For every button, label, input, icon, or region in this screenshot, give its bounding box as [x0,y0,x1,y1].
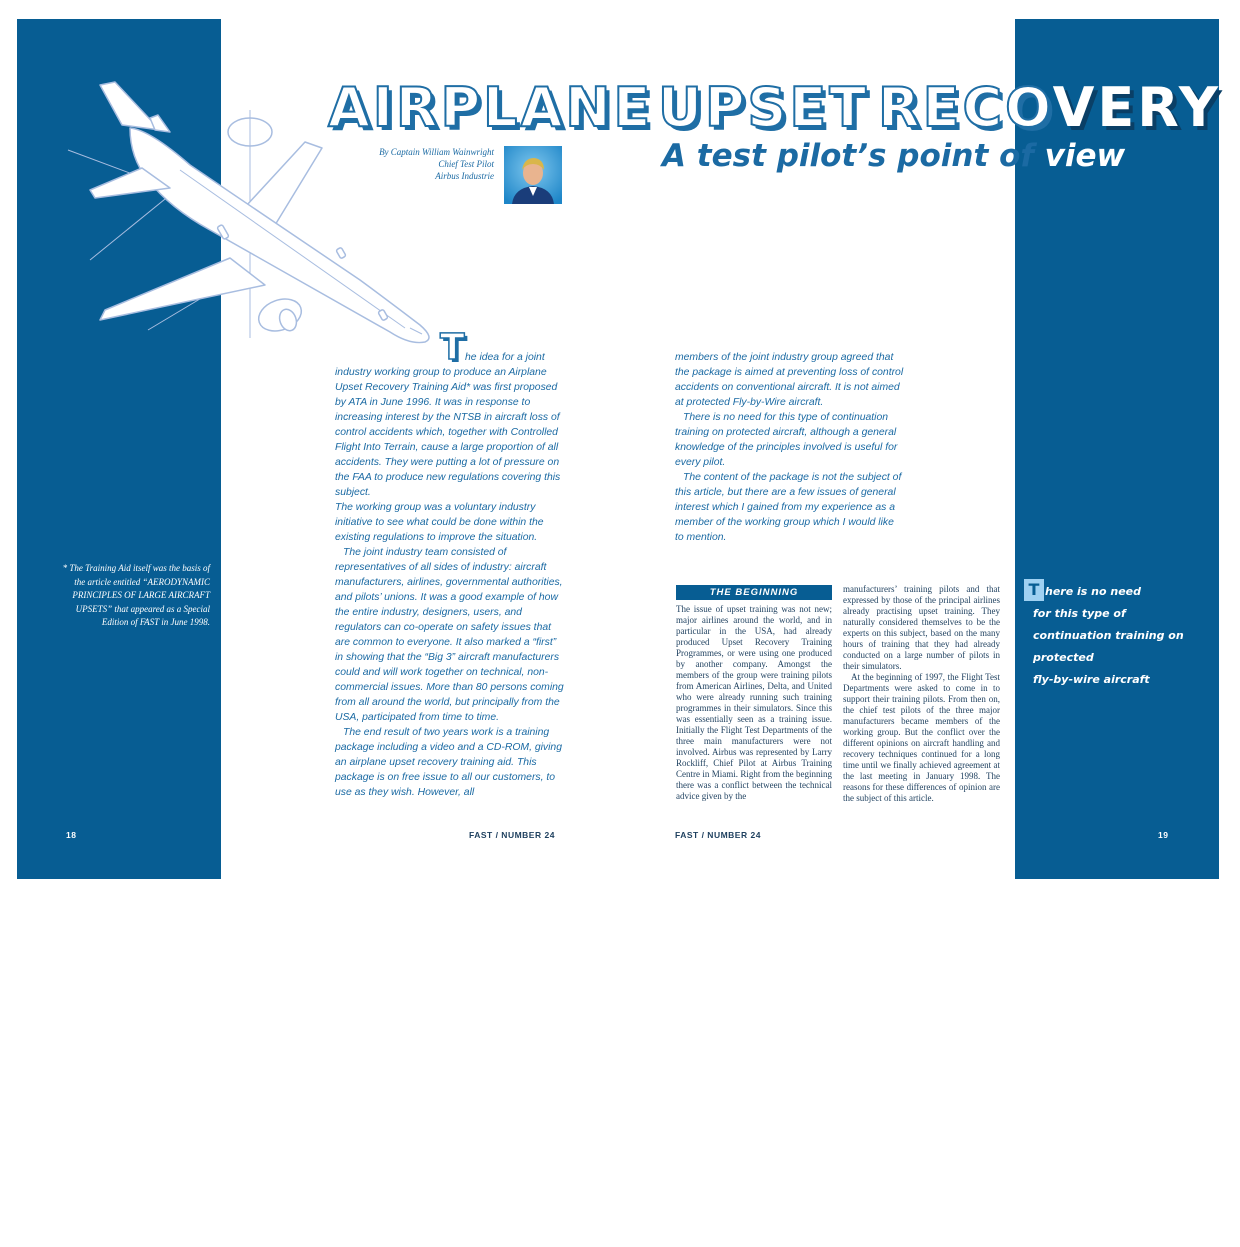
page-number-right: 19 [1158,830,1169,840]
col1-paragraph-3: The joint industry team consisted of representatives of all sides of industry: aircraft manufacturers, airlines, governmental authorities, and pilots’ unions. It was a good example of how the entire industry, designers, users, and regulators can co-operate on safety issues that are common to everyone. It also marked a “first” in showing that the “Big 3” aircraft manufacturers could and will work together on technical, non-commercial issues. More than 80 persons coming from all around the world, but principally from the USA, participated from time to time. [335,547,564,723]
col4-paragraph-2: At the beginning of 1997, the Flight Test Departments were asked to come in to support their training pilots. From then on, the chief test pilots of the three major manufacturers became members of the working group. But the conflict over the different opinions on aircraft handling and recovery techniques continued for a long time until we finally achieved agreement at the last meeting in January 1998. The reasons for these differences of opinion are the subject of this article. [843,672,1000,803]
subtitle-part-b: view [1044,138,1126,174]
subtitle [662,138,1125,174]
col2-paragraph-1: members of the joint industry group agreed that the package is aimed at preventing loss of control accidents on conventional aircraft. It is not aimed at protected Fly-by-Wire aircraft. [675,352,904,408]
article-column-3 [676,604,832,802]
title-recovery-part-a: RECO [878,76,1053,139]
pull-quote-line-4: protected [1033,651,1094,664]
pull-quote-line-5: fly-by-wire aircraft [1033,673,1150,686]
byline [330,146,494,182]
pull-quote-line-3: continuation training on [1033,629,1184,642]
magazine-footer-left: FAST / NUMBER 24 [469,830,555,840]
drop-cap: T [440,327,465,368]
pull-quote-line-1: here is no need [1045,585,1141,598]
col3-paragraph-1: The issue of upset training was not new; major airlines around the world, and in particular in the USA, had already produced Upset Recovery Training Programmes, or were using one produced by another company. Amongst the members of the group were training pilots from American Airlines, Delta, and United who were already running such training programmes in their simulators. Since this was essentially seen as a training issue. Initially the Flight Test Departments of the three main manufacturers were not involved. Airbus was represented by Larry Rockliff, Chief Pilot at Airbus Training Centre in Miami. Right from the beginning there was a conflict between the technical advice given by the [676,604,832,801]
title-word-upset: UPSET [658,76,870,139]
footnote-text: The Training Aid itself was the basis of the article entitled “AERODYNAMIC PRINCIPLES OF LARGE AIRCRAFT UPSETS” that appeared as a Special Edition of FAST in June 1998. [67,563,210,628]
title-word-airplane: AIRPLANE [328,76,654,139]
footnote [60,562,210,630]
col4-paragraph-1: manufacturers’ training pilots and that expressed by those of the principal airlines already practising upset training. They naturally considered themselves to be the experts on this subject, based on the many hours of training that they had already conducted on a large number of pilots in their simulators. [843,584,1000,671]
col1-paragraph-1: he idea for a joint industry working group to produce an Airplane Upset Recovery Training Aid* was first proposed by ATA in June 1996. It was in response to increasing interest by the NTSB in aircraft loss of control accidents which, together with Controlled Flight Into Terrain, cause a large proportion of all accidents. They were putting a lot of pressure on the FAA to produce new regulations covering this subject. [335,352,561,498]
byline-company: Airbus Industrie [435,171,494,181]
col2-paragraph-2: There is no need for this type of continuation training on protected aircraft, although a general knowledge of the principles involved is useful for every pilot. [675,412,898,468]
article-column-4 [843,584,1000,804]
subtitle-part-a: A test pilot’s point of [662,138,1045,174]
title-recovery-part-b: VERY [1052,76,1221,139]
title-word-recovery [878,76,1221,139]
col1-paragraph-2: The working group was a voluntary industry initiative to see what could be done within the existing regulations to improve the situation. [335,502,544,543]
article-column-1 [335,350,565,800]
article-column-2 [675,350,905,545]
pull-quote-line-2: for this type of [1033,607,1126,620]
byline-role: Chief Test Pilot [438,159,494,169]
col1-paragraph-4: The end result of two years work is a training package including a video and a CD-ROM, giving an airplane upset recovery training aid. This package is on free issue to all our customers, to use as they wish. However, all [335,727,562,798]
author-portrait [504,146,562,204]
section-heading: THE BEGINNING [676,585,832,600]
page-number-left: 18 [66,830,77,840]
byline-author: By Captain William Wainwright [379,147,494,157]
pull-quote [1024,579,1214,691]
pull-quote-cap: T [1024,579,1044,601]
col2-paragraph-3: The content of the package is not the subject of this article, but there are a few issues of general interest which I gained from my experience as a member of the working group which I would like to mention. [675,472,902,543]
footnote-star: * [62,563,68,573]
magazine-footer-right: FAST / NUMBER 24 [675,830,761,840]
